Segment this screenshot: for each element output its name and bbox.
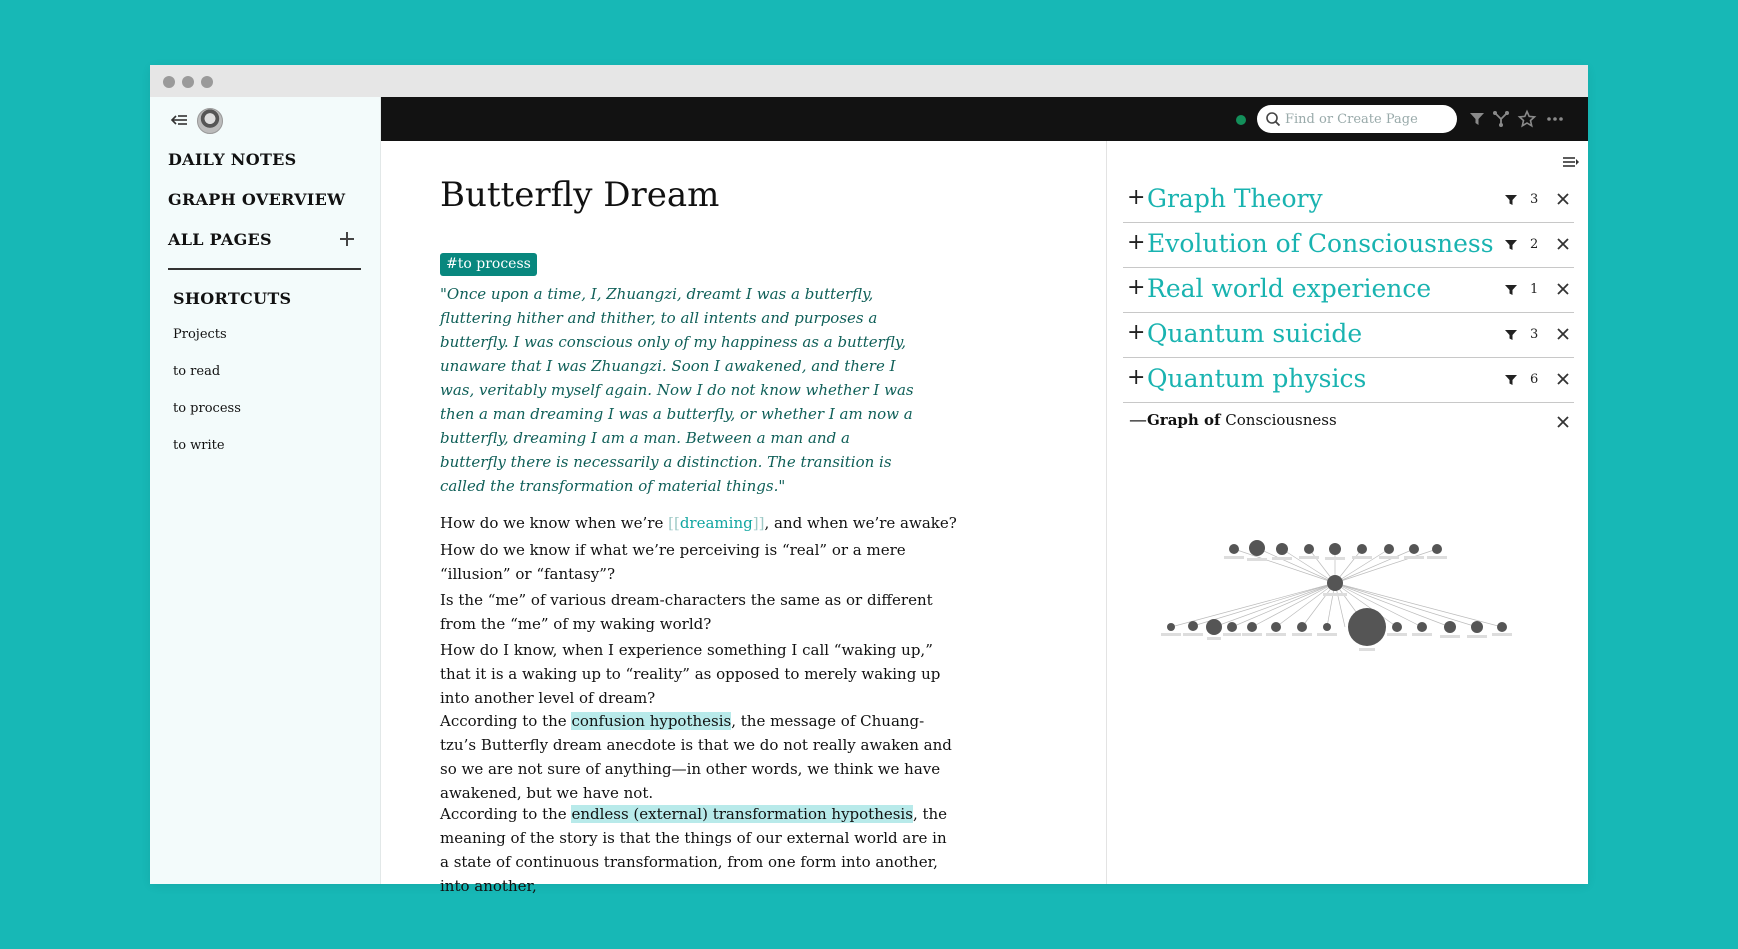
text: How do we know when we’re <box>440 514 669 532</box>
nav-graph-overview[interactable]: GRAPH OVERVIEW <box>168 190 346 209</box>
left-sidebar <box>150 97 381 884</box>
expand-plus-icon[interactable]: + <box>1127 185 1146 210</box>
filter-count: 3 <box>1530 192 1539 207</box>
graph-topic: Consciousness <box>1225 411 1337 429</box>
star-icon[interactable] <box>1517 109 1537 129</box>
shortcut-to-read[interactable]: to read <box>173 364 221 379</box>
collapse-sidebar-icon[interactable] <box>170 113 188 127</box>
right-panel-item[interactable] <box>1123 223 1574 268</box>
close-icon[interactable] <box>1556 282 1570 296</box>
paragraph-dreaming[interactable] <box>440 511 960 535</box>
quote-block[interactable]: "Once upon a time, I, Zhuangzi, dreamt I was a butterfly, fluttering hither and thither, to all intents and purposes a butterfly. I was conscious only of my happiness as a butterfly, unaware that I was Zhuangzi. Soon I awakened, and there I was, veritably myself again. Now I do not know whether I was then a man dreaming I was a butterfly, or whether I am now a butterfly, dreaming I am a man. Between a man and a butterfly there is necessarily a distinction. The transition is called the transformation of material things." <box>440 285 914 495</box>
shortcut-to-write[interactable]: to write <box>173 438 225 453</box>
right-panel-item-title[interactable]: Graph Theory <box>1147 184 1323 213</box>
right-panel-item[interactable] <box>1123 358 1574 403</box>
maximize-window-dot[interactable] <box>201 76 213 88</box>
main-article <box>381 141 1105 895</box>
right-panel-item[interactable] <box>1123 268 1574 313</box>
text: According to the <box>440 805 572 823</box>
right-panel-item-title[interactable]: Real world experience <box>1147 274 1432 303</box>
close-icon[interactable] <box>1556 415 1570 429</box>
right-panel-item-title[interactable]: Evolution of Consciousness <box>1147 229 1494 258</box>
highlight-transformation-hypothesis[interactable]: endless (external) transformation hypothesis <box>571 805 913 823</box>
filter-count: 3 <box>1530 327 1539 342</box>
filter-count: 6 <box>1530 372 1539 387</box>
filter-count: 1 <box>1530 282 1539 297</box>
collapse-minus-icon[interactable]: — <box>1129 410 1147 431</box>
top-bar <box>381 97 1588 141</box>
page-title[interactable]: Butterfly Dream <box>440 175 720 215</box>
sync-status-indicator <box>1236 115 1246 125</box>
page-link-dreaming[interactable]: dreaming <box>679 514 753 532</box>
shortcut-to-process[interactable]: to process <box>173 401 241 416</box>
expand-plus-icon[interactable]: + <box>1127 320 1146 345</box>
add-page-plus-icon[interactable] <box>340 232 354 246</box>
filter-icon[interactable] <box>1504 283 1518 297</box>
nav-all-pages[interactable]: ALL PAGES <box>168 230 272 249</box>
close-icon[interactable] <box>1556 192 1570 206</box>
shortcuts-heading: SHORTCUTS <box>173 289 292 308</box>
right-sidebar <box>1106 141 1588 884</box>
search-box[interactable] <box>1257 105 1457 133</box>
text: According to the <box>440 712 572 730</box>
sidebar-divider <box>168 268 361 270</box>
link-bracket-close: ]] <box>752 514 765 532</box>
paragraph-waking-up[interactable]: How do I know, when I experience something I call “waking up,” that it is a waking up to “reality” as opposed to merely waking up into another level of dream? <box>440 641 941 707</box>
close-icon[interactable] <box>1556 372 1570 386</box>
search-input[interactable] <box>1285 109 1450 129</box>
window-titlebar <box>150 65 1588 97</box>
text: , the message of Chuang-tzu’s Butterfly dream anecdote is that we do not really awaken and so we are not sure of anything—in other words, we think we have awakened, but we have not. <box>440 712 952 802</box>
paragraph-confusion[interactable] <box>440 709 960 805</box>
graph-section-header[interactable] <box>1123 407 1574 437</box>
right-panel-item-title[interactable]: Quantum physics <box>1147 364 1367 393</box>
filter-icon[interactable] <box>1504 193 1518 207</box>
tag-to-process[interactable]: #to process <box>440 253 537 276</box>
link-bracket-open: [[ <box>668 514 680 532</box>
highlight-confusion-hypothesis[interactable]: confusion hypothesis <box>571 712 732 730</box>
close-icon[interactable] <box>1556 237 1570 251</box>
graph-prefix: Graph of <box>1147 411 1221 429</box>
filter-icon[interactable] <box>1467 109 1487 129</box>
panel-menu-icon[interactable] <box>1562 155 1580 169</box>
expand-plus-icon[interactable]: + <box>1127 365 1146 390</box>
paragraph-me[interactable]: Is the “me” of various dream-characters the same as or different from the “me” of my waking world? <box>440 591 933 633</box>
graph-branch-icon[interactable] <box>1491 109 1511 129</box>
consciousness-graph[interactable] <box>1137 521 1557 671</box>
right-panel-item[interactable] <box>1123 178 1574 223</box>
close-window-dot[interactable] <box>163 76 175 88</box>
nav-daily-notes[interactable]: DAILY NOTES <box>168 150 297 169</box>
text: , and when we’re awake? <box>764 514 957 532</box>
avatar[interactable] <box>197 108 223 134</box>
app-window <box>150 65 1588 895</box>
right-panel-item-title[interactable]: Quantum suicide <box>1147 319 1363 348</box>
minimize-window-dot[interactable] <box>182 76 194 88</box>
expand-plus-icon[interactable]: + <box>1127 275 1146 300</box>
graph-section-title <box>1147 411 1337 429</box>
filter-icon[interactable] <box>1504 373 1518 387</box>
filter-icon[interactable] <box>1504 238 1518 252</box>
paragraph-transformation[interactable] <box>440 802 960 898</box>
filter-icon[interactable] <box>1504 328 1518 342</box>
expand-plus-icon[interactable]: + <box>1127 230 1146 255</box>
right-panel-item[interactable] <box>1123 313 1574 358</box>
shortcut-projects[interactable]: Projects <box>173 327 227 342</box>
search-icon <box>1265 111 1281 127</box>
more-menu-icon[interactable] <box>1545 109 1565 129</box>
filter-count: 2 <box>1530 237 1539 252</box>
close-icon[interactable] <box>1556 327 1570 341</box>
text: , the meaning of the story is that the things of our external world are in a state of continuous transformation, from one form into another, into another, <box>440 805 948 895</box>
paragraph-perceiving[interactable]: How do we know if what we’re perceiving is “real” or a mere “illusion” or “fantasy”? <box>440 541 906 583</box>
